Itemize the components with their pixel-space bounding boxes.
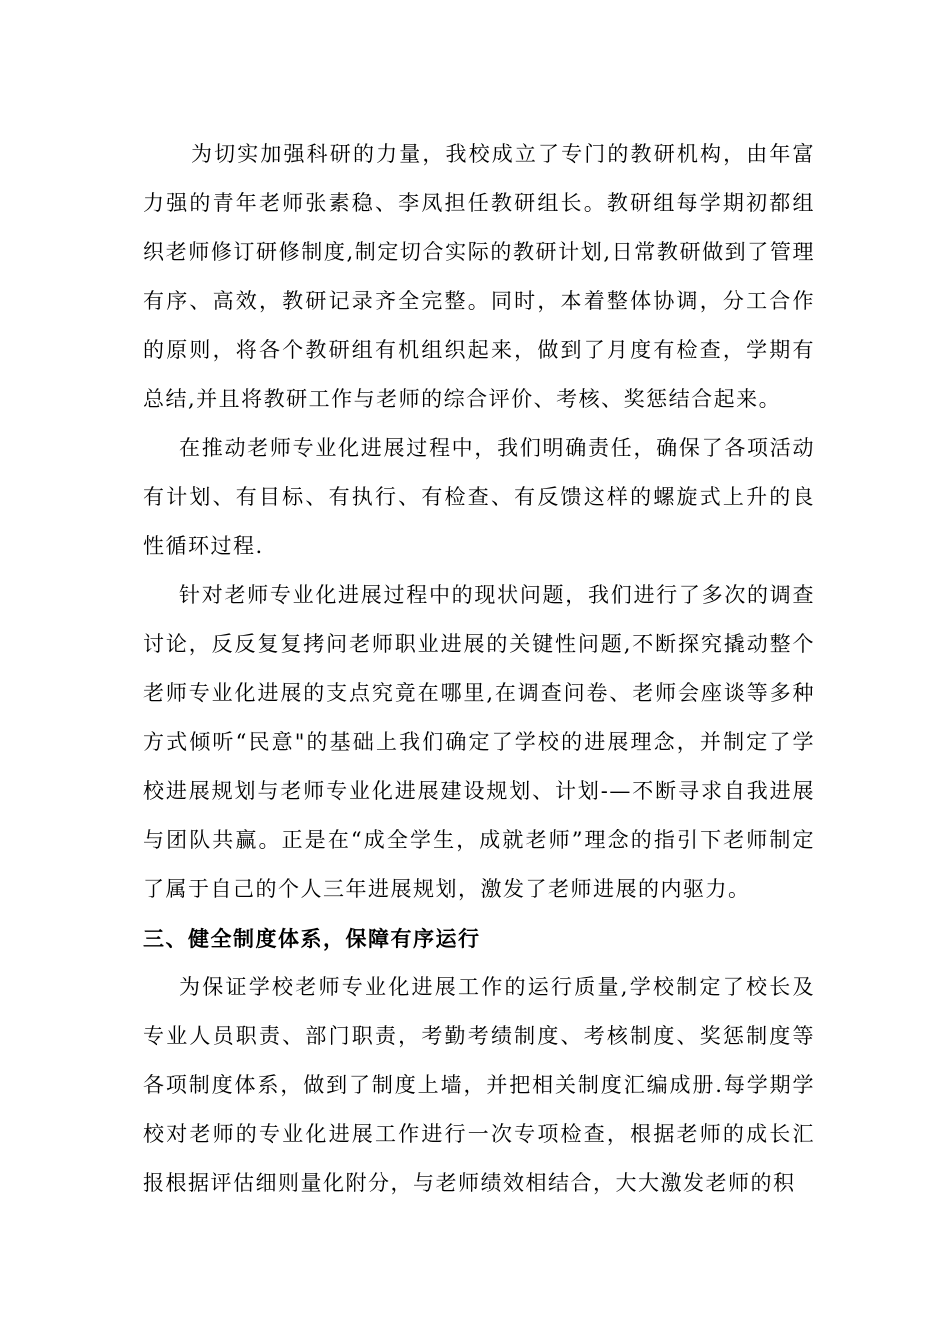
section-heading: 三、健全制度体系，保障有序运行 — [143, 926, 481, 951]
paragraph-professional-development: 在推动老师专业化进展过程中，我们明确责任，确保了各项活动有计划、有目标、有执行、有检查、有反馈这样的螺旋式上升的良性循环过程. — [143, 436, 815, 558]
paragraph-system-rules: 为保证学校老师专业化进展工作的运行质量,学校制定了校长及专业人员职责、部门职责，考勤考绩制度、考核制度、奖惩制度等各项制度体系，做到了制度上墙，并把相关制度汇编成册.每学期学校对老师的专业化进展工作进行一次专项检查，根据老师的成长汇报根据评估细则量化附分，与老师绩效相结合，大大激发老师的积 — [143, 975, 815, 1195]
paragraph-research-organization: 为切实加强科研的力量，我校成立了专门的教研机构，由年富力强的青年老师张素稳、李凤担任教研组长。教研组每学期初都组织老师修订研修制度,制定切合实际的教研计划,日常教研做到了管理有序、高效，教研记录齐全完整。同时，本着整体协调，分工合作的原则，将各个教研组有机组织起来，做到了月度有检查，学期有总结,并且将教研工作与老师的综合评价、考核、奖惩结合起来。 — [143, 142, 815, 411]
document-body — [143, 130, 815, 1208]
paragraph-survey-planning: 针对老师专业化进展过程中的现状问题，我们进行了多次的调查讨论，反反复复拷问老师职业进展的关键性问题,不断探究撬动整个老师专业化进展的支点究竟在哪里,在调查问卷、老师会座谈等多种方式倾听“民意"的基础上我们确定了学校的进展理念，并制定了学校进展规划与老师专业化进展建设规划、计划-—不断寻求自我进展与团队共赢。正是在“成全学生，成就老师”理念的指引下老师制定了属于自己的个人三年进展规划，激发了老师进展的内驱力。 — [143, 583, 815, 901]
